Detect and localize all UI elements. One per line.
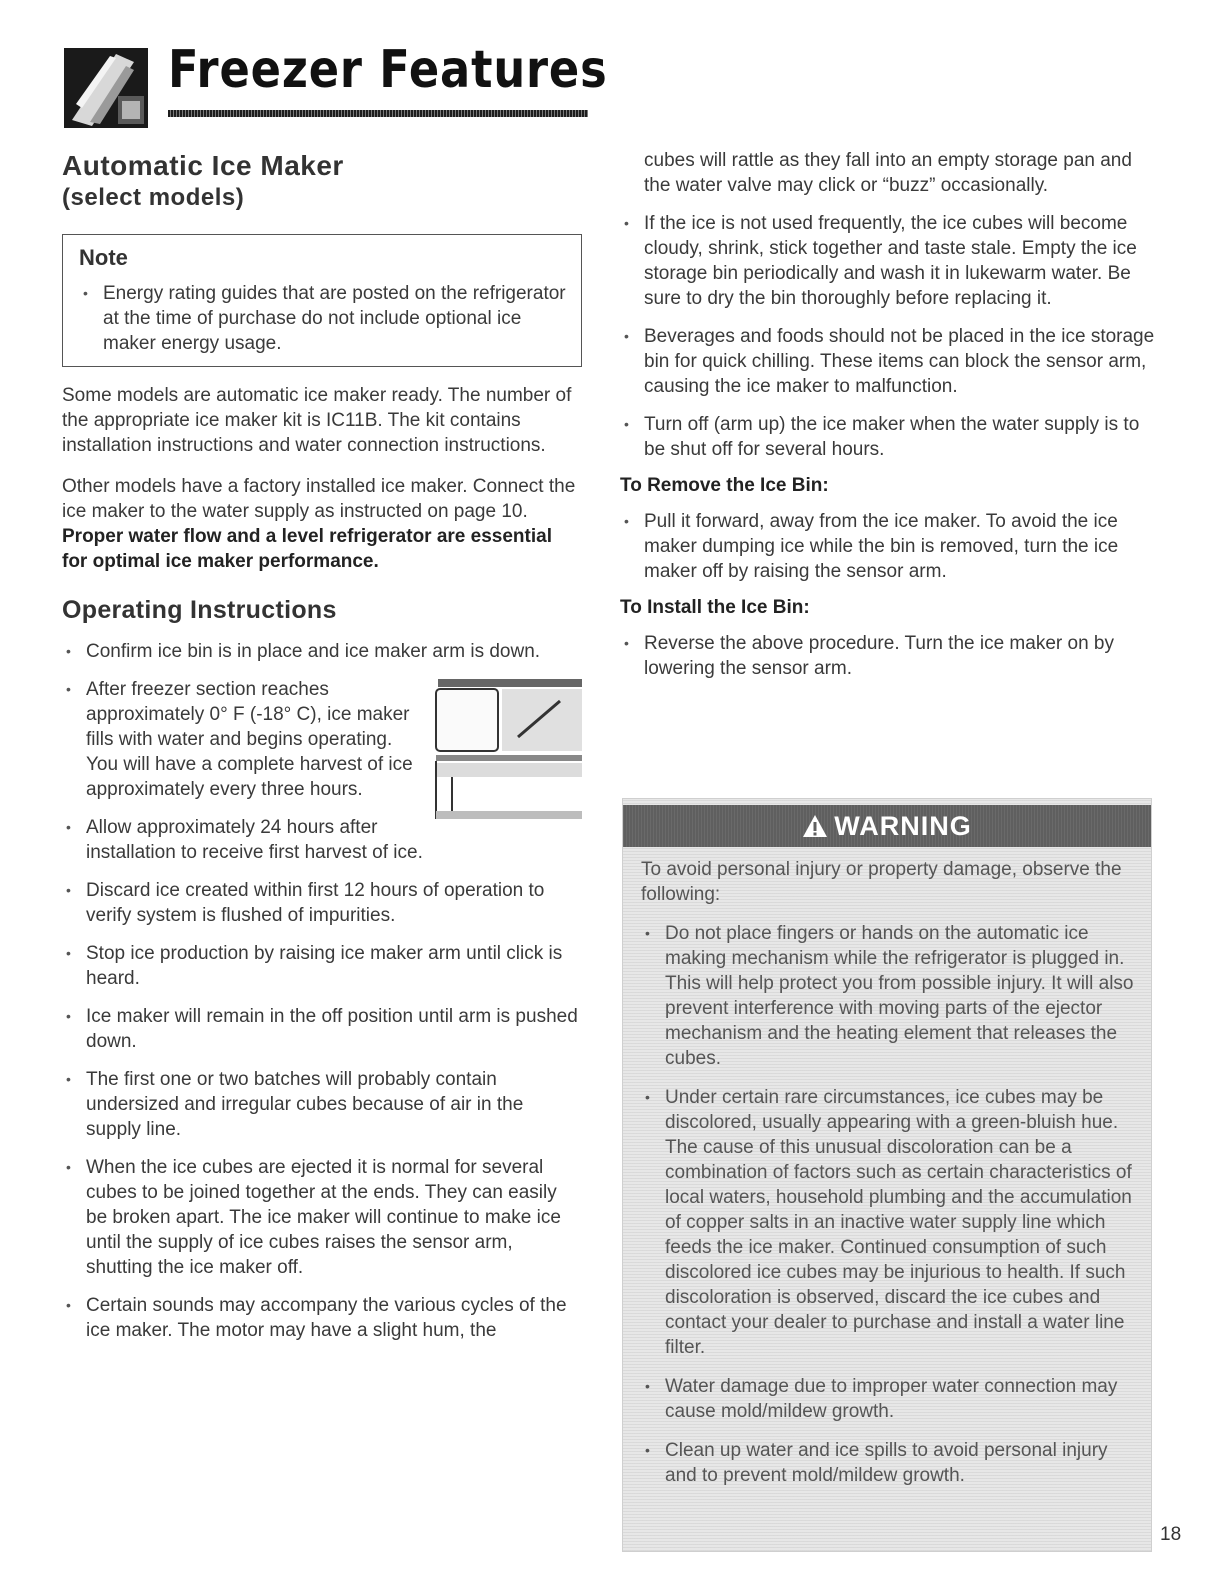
continued-text: cubes will rattle as they fall into an empty storage pan and the water valve may click or “buzz” occasionally. bbox=[644, 150, 1132, 196]
list-item: • Turn off (arm up) the ice maker when the water supply is to be shut off for several hours. bbox=[620, 412, 1155, 462]
operating-list bbox=[62, 639, 582, 1343]
right-column bbox=[620, 148, 1155, 694]
warning-body bbox=[641, 857, 1135, 1502]
install-bin-heading: To Install the Ice Bin: bbox=[620, 597, 810, 618]
warning-triangle-icon bbox=[802, 814, 828, 838]
warning-item: • Clean up water and ice spills to avoid personal injury and to prevent mold/mildew growth. bbox=[641, 1438, 1135, 1488]
warning-label: WARNING bbox=[834, 810, 972, 841]
list-item: • Discard ice created within first 12 hours of operation to verify system is flushed of impurities. bbox=[62, 878, 582, 928]
install-bin-list bbox=[620, 631, 1155, 681]
list-item-with-image bbox=[62, 677, 582, 802]
list-item: • Reverse the above procedure. Turn the ice maker on by lowering the sensor arm. bbox=[620, 631, 1155, 681]
paragraph-factory-emphasis: Proper water flow and a level refrigerator are essential for optimal ice maker performance. bbox=[62, 526, 552, 572]
list-item: • Certain sounds may accompany the various cycles of the ice maker. The motor may have a slight hum, the bbox=[62, 1293, 582, 1343]
remove-bin-heading: To Remove the Ice Bin: bbox=[620, 475, 829, 496]
note-list bbox=[79, 281, 567, 356]
paragraph-kit: Some models are automatic ice maker ready. The number of the appropriate ice maker kit is IC11B. The kit contains installation instructions and water connection instructions. bbox=[62, 385, 572, 456]
left-column bbox=[62, 150, 582, 1356]
warning-intro: To avoid personal injury or property damage, observe the following: bbox=[641, 859, 1122, 905]
warning-box bbox=[622, 798, 1152, 1552]
warning-list bbox=[641, 921, 1135, 1488]
list-item: • Pull it forward, away from the ice maker. To avoid the ice maker dumping ice while the bin is removed, turn the ice maker off by raising the sensor arm. bbox=[620, 509, 1155, 584]
list-item: • Allow approximately 24 hours after installation to receive first harvest of ice. bbox=[62, 815, 582, 865]
warning-item: • Under certain rare circumstances, ice cubes may be discolored, usually appearing with a green-bluish hue. The cause of this unusual discoloration can be a combination of factors such as certain characteristics of local waters, household plumbing and the accumulation of copper salts in an inactive water supply line which feeds the ice maker. Continued consumption of such discolored ice cubes may be injurious to health. If such discoloration is observed, discard the ice cubes and contact your dealer to purchase and install a water line filter. bbox=[641, 1085, 1135, 1360]
warning-banner bbox=[623, 805, 1151, 847]
page-number: 18 bbox=[1160, 1524, 1182, 1545]
warning-item: • Water damage due to improper water connection may cause mold/mildew growth. bbox=[641, 1374, 1135, 1424]
list-item: • Ice maker will remain in the off position until arm is pushed down. bbox=[62, 1004, 582, 1054]
operating-title: Operating Instructions bbox=[62, 596, 337, 624]
list-item: • If the ice is not used frequently, the ice cubes will become cloudy, shrink, stick together and taste stale. Empty the ice storage bin periodically and wash it in lukewarm water. Be sure to dry the bin thoroughly before replacing it. bbox=[620, 211, 1155, 311]
section-title: Automatic Ice Maker bbox=[62, 150, 344, 181]
remove-bin-list bbox=[620, 509, 1155, 584]
list-item: • Stop ice production by raising ice maker arm until click is heard. bbox=[62, 941, 582, 991]
page-title: Freezer Features bbox=[168, 40, 608, 100]
title-rule bbox=[168, 110, 588, 117]
paragraph-factory bbox=[62, 474, 582, 574]
freezer-icon bbox=[62, 46, 150, 130]
right-list bbox=[620, 211, 1155, 462]
list-item-text: After freezer section reaches approximately 0° F (-18° C), ice maker fills with water and begins operating. You will have a complete harvest of ice approximately every three hours. bbox=[86, 679, 413, 800]
section-subtitle: (select models) bbox=[62, 184, 245, 211]
note-title: Note bbox=[79, 245, 128, 270]
list-item: • The first one or two batches will probably contain undersized and irregular cubes because of air in the supply line. bbox=[62, 1067, 582, 1142]
freezer-illustration bbox=[432, 677, 582, 819]
note-item: • Energy rating guides that are posted on the refrigerator at the time of purchase do not include optional ice maker energy usage. bbox=[79, 281, 567, 356]
note-box bbox=[62, 234, 582, 367]
list-item: • Confirm ice bin is in place and ice maker arm is down. bbox=[62, 639, 582, 664]
page-header bbox=[62, 40, 608, 130]
warning-item: • Do not place fingers or hands on the automatic ice making mechanism while the refrigerator is plugged in. This will help protect you from possible injury. It will also prevent interference with moving parts of the ejector mechanism and the heating element that releases the cubes. bbox=[641, 921, 1135, 1071]
list-item: • When the ice cubes are ejected it is normal for several cubes to be joined together at the ends. They can easily be broken apart. The ice maker will continue to make ice until the supply of ice cubes raises the sensor arm, shutting the ice maker off. bbox=[62, 1155, 582, 1280]
paragraph-factory-text: Other models have a factory installed ice maker. Connect the ice maker to the water supply as instructed on page 10. bbox=[62, 476, 576, 522]
list-item: • Beverages and foods should not be placed in the ice storage bin for quick chilling. These items can block the sensor arm, causing the ice maker to malfunction. bbox=[620, 324, 1155, 399]
